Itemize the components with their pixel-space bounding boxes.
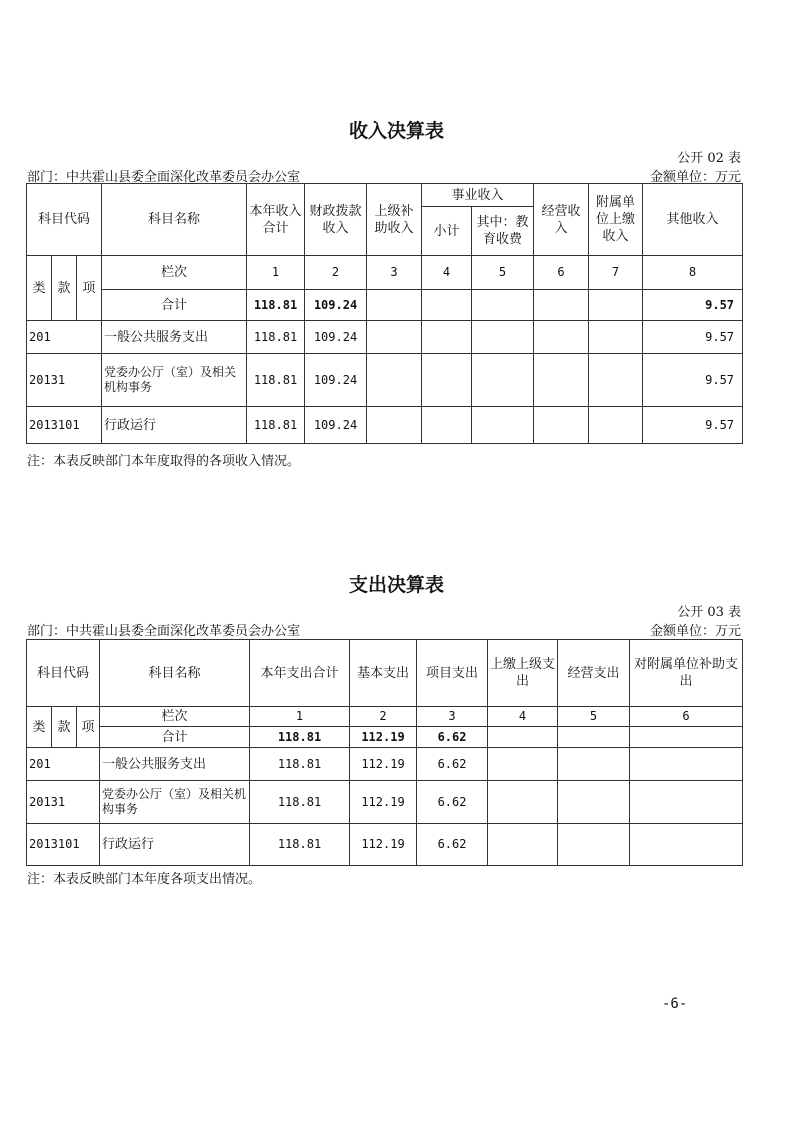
expense-row-name: 行政运行 bbox=[100, 824, 250, 866]
expense-note: 注：本表反映部门本年度各项支出情况。 bbox=[27, 872, 262, 887]
expense-header-code: 科目代码 bbox=[27, 640, 100, 707]
income-total-total: 118.81 bbox=[247, 290, 305, 321]
income-row-other: 9.57 bbox=[643, 354, 743, 407]
income-row-name: 党委办公厅（室）及相关机构事务 bbox=[102, 354, 247, 407]
expense-header-subsidy: 对附属单位补助支出 bbox=[630, 640, 743, 707]
expense-header-xiang: 项 bbox=[77, 707, 100, 748]
income-col-num: 3 bbox=[367, 256, 422, 290]
income-header-business: 经营收入 bbox=[534, 184, 589, 256]
expense-row-name: 一般公共服务支出 bbox=[100, 748, 250, 781]
income-row-other: 9.57 bbox=[643, 321, 743, 354]
table-row bbox=[27, 748, 743, 781]
income-header-edu: 其中：教育收费 bbox=[472, 207, 534, 256]
expense-department: 部门：中共霍山县委全面深化改革委员会办公室 bbox=[27, 624, 301, 639]
income-header-kuan: 款 bbox=[52, 256, 77, 321]
expense-row-code: 201 bbox=[27, 748, 100, 781]
income-header-code: 科目代码 bbox=[27, 184, 102, 256]
table-row bbox=[27, 354, 743, 407]
expense-unit: 金额单位：万元 bbox=[649, 624, 741, 639]
expense-table bbox=[26, 639, 743, 866]
income-col-num: 6 bbox=[534, 256, 589, 290]
income-row-total: 118.81 bbox=[247, 354, 305, 407]
expense-row-project: 6.62 bbox=[417, 781, 488, 824]
income-col-num: 5 bbox=[472, 256, 534, 290]
expense-header-lei: 类 bbox=[27, 707, 52, 748]
expense-row-total: 118.81 bbox=[250, 748, 350, 781]
table-row bbox=[27, 824, 743, 866]
income-table-number: 公开 02 表 bbox=[677, 151, 741, 166]
expense-row-code: 20131 bbox=[27, 781, 100, 824]
income-header-total: 本年收入合计 bbox=[247, 184, 305, 256]
income-row-fiscal: 109.24 bbox=[305, 407, 367, 444]
income-row-name: 一般公共服务支出 bbox=[102, 321, 247, 354]
income-unit: 金额单位：万元 bbox=[649, 170, 741, 185]
income-header-lanci: 栏次 bbox=[102, 256, 247, 290]
income-note: 注：本表反映部门本年度取得的各项收入情况。 bbox=[27, 454, 301, 469]
expense-col-num: 5 bbox=[558, 707, 630, 727]
expense-total-label: 合计 bbox=[100, 727, 250, 748]
expense-row-project: 6.62 bbox=[417, 748, 488, 781]
income-col-num: 7 bbox=[589, 256, 643, 290]
income-header-fiscal: 财政拨款收入 bbox=[305, 184, 367, 256]
expense-header-lanci: 栏次 bbox=[100, 707, 250, 727]
income-row-name: 行政运行 bbox=[102, 407, 247, 444]
income-row-code: 20131 bbox=[27, 354, 102, 407]
income-header-subtotal: 小计 bbox=[422, 207, 472, 256]
expense-header-name: 科目名称 bbox=[100, 640, 250, 707]
page-number: -6- bbox=[662, 996, 688, 1012]
income-col-num: 2 bbox=[305, 256, 367, 290]
expense-col-num: 2 bbox=[350, 707, 417, 727]
income-row-fiscal: 109.24 bbox=[305, 354, 367, 407]
expense-total-total: 118.81 bbox=[250, 727, 350, 748]
income-table bbox=[26, 183, 743, 444]
expense-total-basic: 112.19 bbox=[350, 727, 417, 748]
income-row-fiscal: 109.24 bbox=[305, 321, 367, 354]
income-header-name: 科目名称 bbox=[102, 184, 247, 256]
income-header-xiang: 项 bbox=[77, 256, 102, 321]
expense-header-business: 经营支出 bbox=[558, 640, 630, 707]
expense-row-basic: 112.19 bbox=[350, 748, 417, 781]
expense-row-basic: 112.19 bbox=[350, 781, 417, 824]
expense-row-total: 118.81 bbox=[250, 781, 350, 824]
expense-header-basic: 基本支出 bbox=[350, 640, 417, 707]
income-row-total: 118.81 bbox=[247, 321, 305, 354]
expense-col-num: 6 bbox=[630, 707, 743, 727]
table-row bbox=[27, 781, 743, 824]
income-header-affiliated: 附属单位上缴收入 bbox=[589, 184, 643, 256]
income-title: 收入决算表 bbox=[348, 120, 444, 142]
income-header-superior: 上级补助收入 bbox=[367, 184, 422, 256]
income-col-num: 8 bbox=[643, 256, 743, 290]
income-col-num: 4 bbox=[422, 256, 472, 290]
expense-table-number: 公开 03 表 bbox=[677, 605, 741, 620]
income-total-other: 9.57 bbox=[643, 290, 743, 321]
income-total-fiscal: 109.24 bbox=[305, 290, 367, 321]
income-row-total: 118.81 bbox=[247, 407, 305, 444]
expense-row-basic: 112.19 bbox=[350, 824, 417, 866]
expense-col-num: 4 bbox=[488, 707, 558, 727]
table-row bbox=[27, 321, 743, 354]
income-row-code: 201 bbox=[27, 321, 102, 354]
income-department: 部门：中共霍山县委全面深化改革委员会办公室 bbox=[27, 170, 301, 185]
expense-col-num: 1 bbox=[250, 707, 350, 727]
table-row bbox=[27, 407, 743, 444]
expense-header-upper: 上缴上级支出 bbox=[488, 640, 558, 707]
income-row-code: 2013101 bbox=[27, 407, 102, 444]
expense-header-project: 项目支出 bbox=[417, 640, 488, 707]
expense-row-code: 2013101 bbox=[27, 824, 100, 866]
expense-header-kuan: 款 bbox=[52, 707, 77, 748]
income-total-label: 合计 bbox=[102, 290, 247, 321]
income-header-other: 其他收入 bbox=[643, 184, 743, 256]
expense-total-project: 6.62 bbox=[417, 727, 488, 748]
income-col-num: 1 bbox=[247, 256, 305, 290]
expense-row-name: 党委办公厅（室）及相关机构事务 bbox=[100, 781, 250, 824]
income-header-lei: 类 bbox=[27, 256, 52, 321]
expense-header-total: 本年支出合计 bbox=[250, 640, 350, 707]
expense-col-num: 3 bbox=[417, 707, 488, 727]
income-header-career: 事业收入 bbox=[422, 184, 534, 207]
expense-title: 支出决算表 bbox=[348, 574, 444, 596]
income-row-other: 9.57 bbox=[643, 407, 743, 444]
expense-row-project: 6.62 bbox=[417, 824, 488, 866]
expense-row-total: 118.81 bbox=[250, 824, 350, 866]
